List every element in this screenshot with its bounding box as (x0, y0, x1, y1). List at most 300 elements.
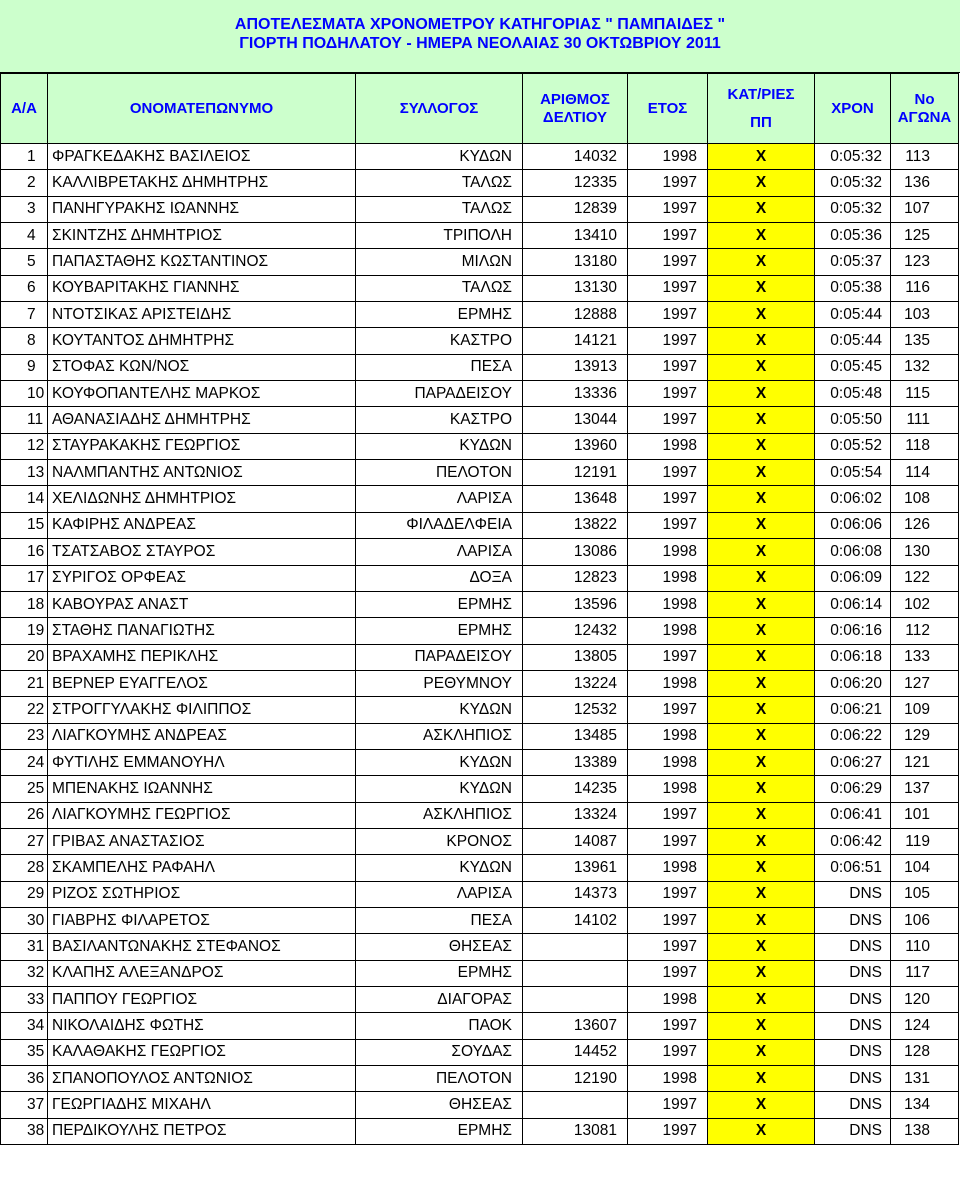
race-number: 135 (891, 328, 959, 354)
category-badge: Χ (708, 170, 815, 196)
license-number: 13410 (523, 223, 628, 249)
birth-year: 1997 (628, 302, 708, 328)
table-row (1, 591, 959, 617)
table-row (1, 749, 959, 775)
birth-year: 1997 (628, 934, 708, 960)
athlete-name: ΚΑΛΑΘΑΚΗΣ ΓΕΩΡΓΙΟΣ (48, 1039, 356, 1065)
birth-year: 1998 (628, 618, 708, 644)
table-row (1, 881, 959, 907)
club-name: ΚΥΔΩΝ (356, 776, 523, 802)
athlete-name: ΓΙΑΒΡΗΣ ΦΙΛΑΡΕΤΟΣ (48, 907, 356, 933)
club-name: ΔΙΑΓΟΡΑΣ (356, 987, 523, 1013)
row-number: 14 (1, 486, 48, 512)
club-name: ΚΡΟΝΟΣ (356, 828, 523, 854)
row-number: 30 (1, 907, 48, 933)
birth-year: 1997 (628, 828, 708, 854)
license-number (523, 960, 628, 986)
license-number: 13913 (523, 354, 628, 380)
race-time: 0:05:38 (815, 275, 891, 301)
license-number: 13081 (523, 1118, 628, 1144)
category-badge: Χ (708, 881, 815, 907)
license-number: 12190 (523, 1066, 628, 1092)
race-time: 0:06:41 (815, 802, 891, 828)
club-name: ΡΕΘΥΜΝΟΥ (356, 670, 523, 696)
birth-year: 1997 (628, 512, 708, 538)
table-row (1, 934, 959, 960)
athlete-name: ΚΑΛΛΙΒΡΕΤΑΚΗΣ ΔΗΜΗΤΡΗΣ (48, 170, 356, 196)
race-time: 0:06:21 (815, 697, 891, 723)
race-time: 0:05:52 (815, 433, 891, 459)
table-row (1, 407, 959, 433)
license-number: 13485 (523, 723, 628, 749)
title-line-2: ΓΙΟΡΤΗ ΠΟΔΗΛΑΤΟΥ - ΗΜΕΡΑ ΝΕΟΛΑΙΑΣ 30 ΟΚΤΩΒΡΙΟΥ 2011 (239, 35, 721, 52)
race-number: 120 (891, 987, 959, 1013)
athlete-name: ΓΡΙΒΑΣ ΑΝΑΣΤΑΣΙΟΣ (48, 828, 356, 854)
race-time: 0:06:08 (815, 539, 891, 565)
athlete-name: ΚΟΥΦΟΠΑΝΤΕΛΗΣ ΜΑΡΚΟΣ (48, 381, 356, 407)
birth-year: 1998 (628, 565, 708, 591)
race-time: 0:05:45 (815, 354, 891, 380)
club-name: ΣΟΥΔΑΣ (356, 1039, 523, 1065)
table-row (1, 275, 959, 301)
header-category-line1: ΚΑΤ/ΡΙΕΣ (727, 85, 795, 103)
results-body (1, 144, 959, 1145)
row-number: 20 (1, 644, 48, 670)
birth-year: 1997 (628, 170, 708, 196)
license-number: 13607 (523, 1013, 628, 1039)
athlete-name: ΝΤΟΤΣΙΚΑΣ ΑΡΙΣΤΕΙΔΗΣ (48, 302, 356, 328)
table-row (1, 802, 959, 828)
header-race-number (891, 74, 959, 144)
club-name: ΚΥΔΩΝ (356, 749, 523, 775)
license-number: 12532 (523, 697, 628, 723)
race-time: DNS (815, 987, 891, 1013)
table-row (1, 144, 959, 170)
race-number: 110 (891, 934, 959, 960)
category-badge: Χ (708, 1092, 815, 1118)
birth-year: 1998 (628, 1066, 708, 1092)
club-name: ΤΑΛΩΣ (356, 170, 523, 196)
row-number: 33 (1, 987, 48, 1013)
table-row (1, 987, 959, 1013)
race-time: 0:05:50 (815, 407, 891, 433)
race-time: 0:05:44 (815, 302, 891, 328)
athlete-name: ΒΕΡΝΕΡ ΕΥΑΓΓΕΛΟΣ (48, 670, 356, 696)
athlete-name: ΛΙΑΓΚΟΥΜΗΣ ΑΝΔΡΕΑΣ (48, 723, 356, 749)
category-badge: Χ (708, 1118, 815, 1144)
table-row (1, 1066, 959, 1092)
birth-year: 1997 (628, 354, 708, 380)
athlete-name: ΑΘΑΝΑΣΙΑΔΗΣ ΔΗΜΗΤΡΗΣ (48, 407, 356, 433)
athlete-name: ΚΑΒΟΥΡΑΣ ΑΝΑΣΤ (48, 591, 356, 617)
header-time: ΧΡΟΝ (815, 74, 891, 144)
race-time: 0:05:48 (815, 381, 891, 407)
license-number: 12335 (523, 170, 628, 196)
row-number: 27 (1, 828, 48, 854)
club-name: ΑΣΚΛΗΠΙΟΣ (356, 802, 523, 828)
race-number: 109 (891, 697, 959, 723)
category-badge: Χ (708, 697, 815, 723)
license-number: 13805 (523, 644, 628, 670)
table-row (1, 328, 959, 354)
category-badge: Χ (708, 249, 815, 275)
club-name: ΜΙΛΩΝ (356, 249, 523, 275)
race-time: 0:06:14 (815, 591, 891, 617)
birth-year: 1998 (628, 539, 708, 565)
athlete-name: ΣΠΑΝΟΠΟΥΛΟΣ ΑΝΤΩΝΙΟΣ (48, 1066, 356, 1092)
row-number: 35 (1, 1039, 48, 1065)
table-row (1, 776, 959, 802)
race-number: 119 (891, 828, 959, 854)
race-time: DNS (815, 960, 891, 986)
athlete-name: ΚΛΑΠΗΣ ΑΛΕΞΑΝΔΡΟΣ (48, 960, 356, 986)
license-number: 14235 (523, 776, 628, 802)
birth-year: 1997 (628, 275, 708, 301)
race-number: 129 (891, 723, 959, 749)
birth-year: 1997 (628, 407, 708, 433)
birth-year: 1997 (628, 960, 708, 986)
athlete-name: ΧΕΛΙΔΩΝΗΣ ΔΗΜΗΤΡΙΟΣ (48, 486, 356, 512)
race-number: 130 (891, 539, 959, 565)
table-row (1, 433, 959, 459)
header-category (708, 74, 815, 144)
club-name: ΚΥΔΩΝ (356, 144, 523, 170)
race-time: 0:05:37 (815, 249, 891, 275)
row-number: 22 (1, 697, 48, 723)
club-name: ΘΗΣΕΑΣ (356, 934, 523, 960)
table-row (1, 512, 959, 538)
athlete-name: ΣΤΑΘΗΣ ΠΑΝΑΓΙΩΤΗΣ (48, 618, 356, 644)
birth-year: 1998 (628, 855, 708, 881)
row-number: 19 (1, 618, 48, 644)
table-row (1, 670, 959, 696)
category-badge: Χ (708, 960, 815, 986)
category-badge: Χ (708, 987, 815, 1013)
header-club: ΣΥΛΛΟΓΟΣ (356, 74, 523, 144)
race-time: DNS (815, 934, 891, 960)
license-number: 14121 (523, 328, 628, 354)
license-number (523, 934, 628, 960)
race-time: 0:06:29 (815, 776, 891, 802)
club-name: ΕΡΜΗΣ (356, 960, 523, 986)
club-name: ΚΑΣΤΡΟ (356, 328, 523, 354)
category-badge: Χ (708, 486, 815, 512)
birth-year: 1997 (628, 1013, 708, 1039)
club-name: ΛΑΡΙΣΑ (356, 539, 523, 565)
race-time: 0:05:36 (815, 223, 891, 249)
race-time: 0:06:18 (815, 644, 891, 670)
birth-year: 1998 (628, 987, 708, 1013)
row-number: 8 (1, 328, 48, 354)
row-number: 3 (1, 196, 48, 222)
birth-year: 1997 (628, 223, 708, 249)
category-badge: Χ (708, 302, 815, 328)
category-badge: Χ (708, 723, 815, 749)
birth-year: 1997 (628, 486, 708, 512)
birth-year: 1998 (628, 776, 708, 802)
club-name: ΤΑΛΩΣ (356, 275, 523, 301)
athlete-name: ΓΕΩΡΓΙΑΔΗΣ ΜΙΧΑΗΛ (48, 1092, 356, 1118)
race-time: 0:06:09 (815, 565, 891, 591)
license-number: 13596 (523, 591, 628, 617)
race-number: 128 (891, 1039, 959, 1065)
table-row (1, 828, 959, 854)
race-time: 0:06:51 (815, 855, 891, 881)
birth-year: 1998 (628, 749, 708, 775)
race-number: 126 (891, 512, 959, 538)
row-number: 25 (1, 776, 48, 802)
table-row (1, 539, 959, 565)
athlete-name: ΣΚΙΝΤΖΗΣ ΔΗΜΗΤΡΙΟΣ (48, 223, 356, 249)
license-number: 13086 (523, 539, 628, 565)
license-number: 14032 (523, 144, 628, 170)
athlete-name: ΣΚΑΜΠΕΛΗΣ ΡΑΦΑΗΛ (48, 855, 356, 881)
license-number: 14373 (523, 881, 628, 907)
table-row (1, 697, 959, 723)
title-block (0, 0, 960, 73)
race-number: 117 (891, 960, 959, 986)
birth-year: 1997 (628, 196, 708, 222)
category-badge: Χ (708, 328, 815, 354)
table-row (1, 381, 959, 407)
license-number: 12191 (523, 460, 628, 486)
race-number: 106 (891, 907, 959, 933)
race-number: 134 (891, 1092, 959, 1118)
header-name: ΟΝΟΜΑΤΕΠΩΝΥΜΟ (48, 74, 356, 144)
table-row (1, 1013, 959, 1039)
category-badge: Χ (708, 1066, 815, 1092)
license-number: 13224 (523, 670, 628, 696)
row-number: 28 (1, 855, 48, 881)
category-badge: Χ (708, 1039, 815, 1065)
table-row (1, 960, 959, 986)
club-name: ΦΙΛΑΔΕΛΦΕΙΑ (356, 512, 523, 538)
row-number: 18 (1, 591, 48, 617)
club-name: ΠΑΟΚ (356, 1013, 523, 1039)
club-name: ΠΑΡΑΔΕΙΣΟΥ (356, 644, 523, 670)
results-table (0, 73, 959, 1145)
row-number: 9 (1, 354, 48, 380)
category-badge: Χ (708, 223, 815, 249)
race-time: DNS (815, 907, 891, 933)
row-number: 38 (1, 1118, 48, 1144)
birth-year: 1998 (628, 144, 708, 170)
row-number: 2 (1, 170, 48, 196)
club-name: ΕΡΜΗΣ (356, 618, 523, 644)
club-name: ΛΑΡΙΣΑ (356, 881, 523, 907)
birth-year: 1998 (628, 433, 708, 459)
birth-year: 1997 (628, 1092, 708, 1118)
license-number: 13130 (523, 275, 628, 301)
table-row (1, 170, 959, 196)
license-number: 12888 (523, 302, 628, 328)
race-number: 131 (891, 1066, 959, 1092)
race-number: 111 (891, 407, 959, 433)
category-badge: Χ (708, 802, 815, 828)
athlete-name: ΤΣΑΤΣΑΒΟΣ ΣΤΑΥΡΟΣ (48, 539, 356, 565)
race-number: 124 (891, 1013, 959, 1039)
race-time: 0:06:20 (815, 670, 891, 696)
row-number: 13 (1, 460, 48, 486)
club-name: ΤΑΛΩΣ (356, 196, 523, 222)
race-number: 112 (891, 618, 959, 644)
category-badge: Χ (708, 512, 815, 538)
club-name: ΤΡΙΠΟΛΗ (356, 223, 523, 249)
club-name: ΕΡΜΗΣ (356, 1118, 523, 1144)
row-number: 11 (1, 407, 48, 433)
category-badge: Χ (708, 591, 815, 617)
license-number: 13336 (523, 381, 628, 407)
club-name: ΘΗΣΕΑΣ (356, 1092, 523, 1118)
birth-year: 1997 (628, 249, 708, 275)
license-number: 14102 (523, 907, 628, 933)
race-number: 136 (891, 170, 959, 196)
athlete-name: ΜΠΕΝΑΚΗΣ ΙΩΑΝΝΗΣ (48, 776, 356, 802)
athlete-name: ΛΙΑΓΚΟΥΜΗΣ ΓΕΩΡΓΙΟΣ (48, 802, 356, 828)
race-time: DNS (815, 881, 891, 907)
table-row (1, 855, 959, 881)
row-number: 15 (1, 512, 48, 538)
category-badge: Χ (708, 354, 815, 380)
row-number: 26 (1, 802, 48, 828)
athlete-name: ΡΙΖΟΣ ΣΩΤΗΡΙΟΣ (48, 881, 356, 907)
header-row (1, 74, 959, 144)
row-number: 32 (1, 960, 48, 986)
table-row (1, 249, 959, 275)
race-time: DNS (815, 1118, 891, 1144)
club-name: ΔΟΞΑ (356, 565, 523, 591)
birth-year: 1997 (628, 697, 708, 723)
header-year: ΕΤΟΣ (628, 74, 708, 144)
row-number: 29 (1, 881, 48, 907)
athlete-name: ΚΟΥΒΑΡΙΤΑΚΗΣ ΓΙΑΝΝΗΣ (48, 275, 356, 301)
header-no-line2: ΑΓΩΝΑ (897, 108, 952, 126)
license-number (523, 987, 628, 1013)
category-badge: Χ (708, 539, 815, 565)
row-number: 16 (1, 539, 48, 565)
license-number: 13180 (523, 249, 628, 275)
row-number: 36 (1, 1066, 48, 1092)
race-time: 0:05:32 (815, 170, 891, 196)
race-number: 105 (891, 881, 959, 907)
header-deltio-line1: ΑΡΙΘΜΟΣ (540, 90, 610, 108)
club-name: ΠΕΛΟΤΟΝ (356, 1066, 523, 1092)
athlete-name: ΦΡΑΓΚΕΔΑΚΗΣ ΒΑΣΙΛΕΙΟΣ (48, 144, 356, 170)
row-number: 34 (1, 1013, 48, 1039)
category-badge: Χ (708, 144, 815, 170)
race-number: 116 (891, 275, 959, 301)
table-row (1, 644, 959, 670)
table-row (1, 1039, 959, 1065)
athlete-name: ΠΑΠΑΣΤΑΘΗΣ ΚΩΣΤΑΝΤΙΝΟΣ (48, 249, 356, 275)
race-number: 108 (891, 486, 959, 512)
table-row (1, 565, 959, 591)
race-number: 122 (891, 565, 959, 591)
category-badge: Χ (708, 618, 815, 644)
club-name: ΚΥΔΩΝ (356, 697, 523, 723)
table-row (1, 723, 959, 749)
category-badge: Χ (708, 776, 815, 802)
race-time: 0:06:02 (815, 486, 891, 512)
category-badge: Χ (708, 934, 815, 960)
race-number: 123 (891, 249, 959, 275)
category-badge: Χ (708, 1013, 815, 1039)
club-name: ΕΡΜΗΣ (356, 302, 523, 328)
license-number: 13961 (523, 855, 628, 881)
license-number: 13044 (523, 407, 628, 433)
race-time: DNS (815, 1013, 891, 1039)
race-number: 107 (891, 196, 959, 222)
athlete-name: ΝΑΛΜΠΑΝΤΗΣ ΑΝΤΩΝΙΟΣ (48, 460, 356, 486)
table-row (1, 223, 959, 249)
category-badge: Χ (708, 381, 815, 407)
race-time: DNS (815, 1039, 891, 1065)
race-number: 125 (891, 223, 959, 249)
category-badge: Χ (708, 433, 815, 459)
license-number: 13389 (523, 749, 628, 775)
race-number: 114 (891, 460, 959, 486)
club-name: ΚΑΣΤΡΟ (356, 407, 523, 433)
row-number: 6 (1, 275, 48, 301)
category-badge: Χ (708, 670, 815, 696)
athlete-name: ΣΤΑΥΡΑΚΑΚΗΣ ΓΕΩΡΓΙΟΣ (48, 433, 356, 459)
club-name: ΠΑΡΑΔΕΙΣΟΥ (356, 381, 523, 407)
athlete-name: ΠΕΡΔΙΚΟΥΛΗΣ ΠΕΤΡΟΣ (48, 1118, 356, 1144)
category-badge: Χ (708, 749, 815, 775)
row-number: 31 (1, 934, 48, 960)
category-badge: Χ (708, 407, 815, 433)
birth-year: 1997 (628, 1039, 708, 1065)
license-number: 12839 (523, 196, 628, 222)
club-name: ΑΣΚΛΗΠΙΟΣ (356, 723, 523, 749)
birth-year: 1997 (628, 802, 708, 828)
table-row (1, 1118, 959, 1144)
category-badge: Χ (708, 275, 815, 301)
license-number: 13822 (523, 512, 628, 538)
birth-year: 1997 (628, 381, 708, 407)
race-number: 102 (891, 591, 959, 617)
license-number: 13324 (523, 802, 628, 828)
race-time: 0:06:06 (815, 512, 891, 538)
athlete-name: ΝΙΚΟΛΑΙΔΗΣ ΦΩΤΗΣ (48, 1013, 356, 1039)
birth-year: 1997 (628, 907, 708, 933)
license-number: 13648 (523, 486, 628, 512)
race-number: 115 (891, 381, 959, 407)
club-name: ΚΥΔΩΝ (356, 433, 523, 459)
birth-year: 1997 (628, 881, 708, 907)
license-number: 12432 (523, 618, 628, 644)
license-number (523, 1092, 628, 1118)
row-number: 21 (1, 670, 48, 696)
row-number: 4 (1, 223, 48, 249)
row-number: 1 (1, 144, 48, 170)
birth-year: 1997 (628, 1118, 708, 1144)
category-badge: Χ (708, 460, 815, 486)
row-number: 10 (1, 381, 48, 407)
athlete-name: ΚΑΦΙΡΗΣ ΑΝΔΡΕΑΣ (48, 512, 356, 538)
athlete-name: ΣΤΟΦΑΣ ΚΩΝ/ΝΟΣ (48, 354, 356, 380)
header-category-line2: ΠΠ (750, 113, 772, 131)
club-name: ΕΡΜΗΣ (356, 591, 523, 617)
race-number: 121 (891, 749, 959, 775)
category-badge: Χ (708, 907, 815, 933)
birth-year: 1998 (628, 723, 708, 749)
race-number: 104 (891, 855, 959, 881)
race-number: 133 (891, 644, 959, 670)
table-row (1, 618, 959, 644)
birth-year: 1997 (628, 328, 708, 354)
club-name: ΛΑΡΙΣΑ (356, 486, 523, 512)
